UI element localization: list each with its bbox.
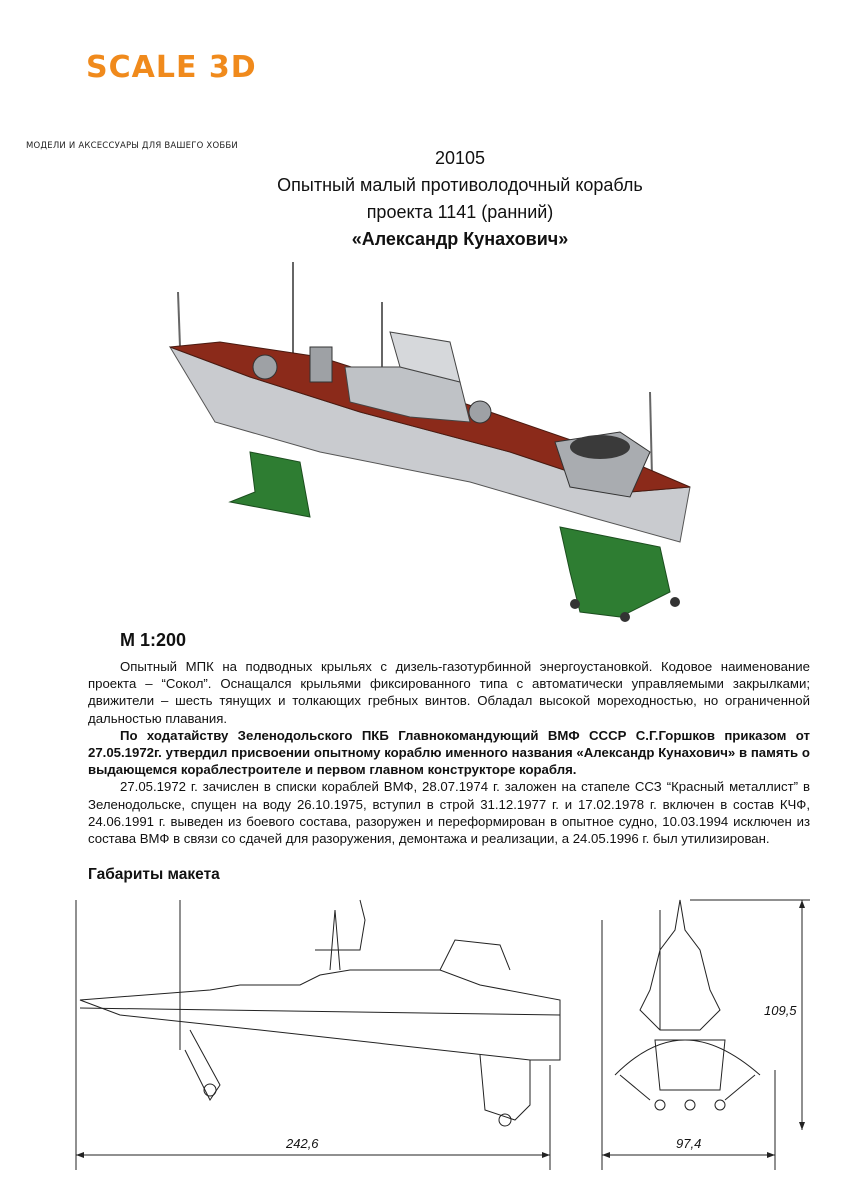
description-paragraph-1: Опытный МПК на подводных крыльях с дизель-газотурбинной энергоустановкой. Кодовое наименование проекта – “Сокол”. Оснащался крыльями фиксированного типа с автоматически управляемыми закрылками; движители – шесть тянущих и толкающих гребных винтов. Обладал высокой мореходностью, но ограниченной дальностью плавания. bbox=[88, 659, 810, 726]
dimension-drawing bbox=[60, 890, 820, 1190]
side-view-drawing bbox=[76, 900, 560, 1170]
model-scale: М 1:200 bbox=[120, 630, 187, 650]
product-title-line1: Опытный малый противолодочный корабль bbox=[277, 175, 643, 195]
brand-logo: SCALE 3D bbox=[86, 50, 257, 85]
brand-tagline: МОДЕЛИ И АКСЕССУАРЫ ДЛЯ ВАШЕГО ХОББИ bbox=[26, 141, 238, 151]
product-code: 20105 bbox=[434, 148, 486, 168]
length-value: 242,6 bbox=[286, 1136, 319, 1151]
front-view-drawing bbox=[602, 900, 810, 1170]
dimensions-heading: Габариты макета bbox=[88, 866, 220, 883]
description-text bbox=[88, 658, 810, 847]
ship-name: «Александр Кунахович» bbox=[351, 229, 569, 249]
width-value: 97,4 bbox=[676, 1136, 702, 1151]
description-paragraph-2: По ходатайству Зеленодольского ПКБ Главнокомандующий ВМФ СССР С.Г.Горшков приказом от 27.05.1972г. утвердил присвоении опытному кораблю именного названия «Александр Кунахович» в память о выдающемся кораблестроителе и первом главном конструкторе корабля. bbox=[88, 727, 810, 778]
description-paragraph-3: 27.05.1972 г. зачислен в списки кораблей ВМФ, 28.07.1974 г. заложен на стапеле ССЗ “Красный металлист” в Зеленодольске, спущен на воду 26.10.1975, вступил в строй 31.12.1977 г. и 17.02.1978 г. включен в состав КЧФ, 24.06.1991 г. выведен из боевого состава, разоружен и переформирован в опытное судно, 10.03.1994 исключен из состава ВМФ в связи со сдачей для разоружения, демонтажа и реализации, а 24.05.1996 г. был утилизирован. bbox=[88, 779, 810, 847]
height-value: 109,5 bbox=[764, 1003, 797, 1018]
product-title-line2: проекта 1141 (ранний) bbox=[366, 202, 554, 222]
ship-render-image bbox=[160, 252, 709, 628]
